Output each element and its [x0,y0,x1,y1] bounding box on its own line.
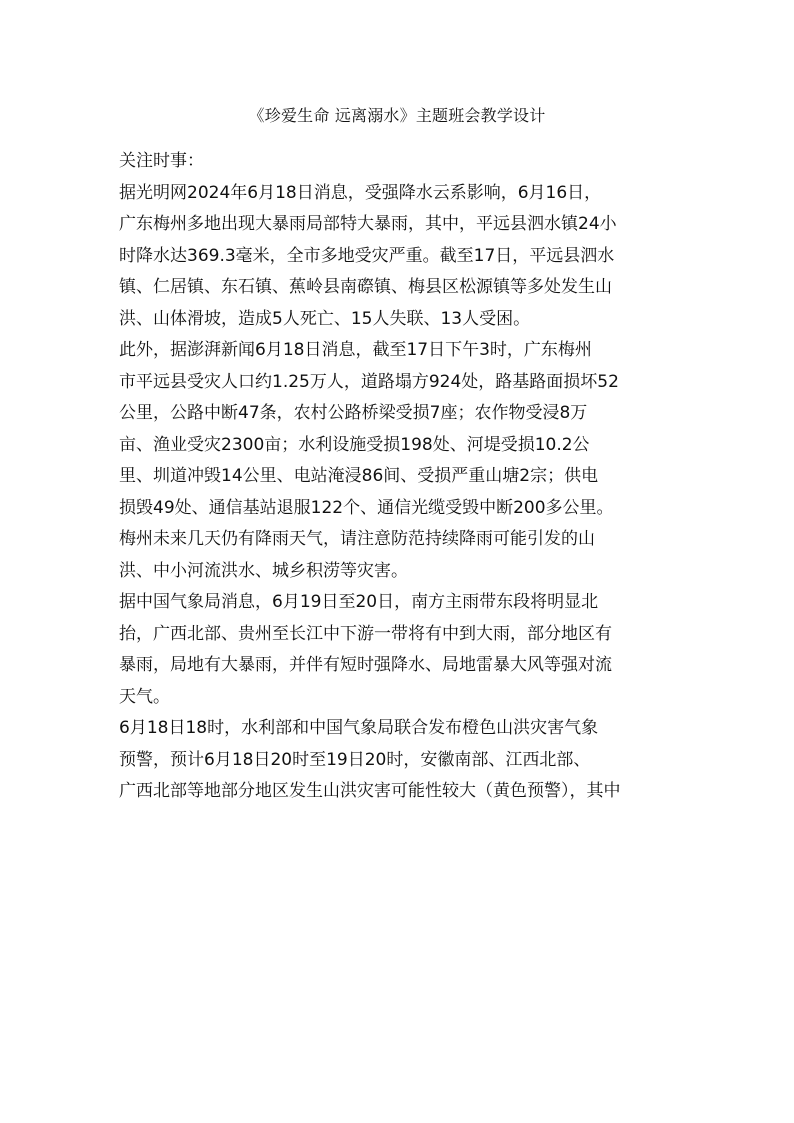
paragraph-line: 梅州未来几天仍有降雨天气，请注意防范持续降雨可能引发的山 [119,529,595,549]
paragraph-line: 损毁49处、通信基站退服122个、通信光缆受毁中断200多公里。 [119,497,614,518]
paragraph-line: 预警，预计6月18日20时至19日20时，安徽南部、江西北部、 [119,749,591,770]
paragraph-line: 暴雨，局地有大暴雨，并伴有短时强降水、局地雷暴大风等强对流 [119,655,612,675]
paragraph-line: 洪、山体滑坡，造成5人死亡、15人失联、13人受困。 [119,308,531,329]
paragraph-line: 广西北部等地部分地区发生山洪灾害可能性较大（黄色预警），其中 [119,781,621,801]
paragraph-line: 市平远县受灾人口约1.25万人，道路塌方924处，路基路面损坏52 [119,371,619,392]
paragraph-line: 时降水达369.3毫米，全市多地受灾严重。截至17日，平远县泗水 [119,245,615,266]
paragraph-line: 抬，广西北部、贵州至长江中下游一带将有中到大雨，部分地区有 [119,623,612,644]
section-heading: 关注时事： [119,151,204,171]
document-title: 《珍爱生命 远离溺水》主题班会教学设计 [248,106,546,125]
paragraph-line: 亩、渔业受灾2300亩；水利设施受损198处、河堤受损10.2公 [119,434,590,455]
paragraph-line: 据光明网2024年6月18日消息，受强降水云系影响，6月16日， [119,182,602,203]
paragraph-line: 洪、中小河流洪水、城乡积涝等灾害。 [119,560,408,581]
paragraph-line: 据中国气象局消息，6月19日至20日，南方主雨带东段将明显北 [119,592,599,612]
paragraph-line: 广东梅州多地出现大暴雨局部特大暴雨，其中，平远县泗水镇24小 [119,214,617,234]
paragraph-line: 里、圳道冲毁14公里、电站淹浸86间、受损严重山塘2宗；供电 [119,466,599,486]
paragraph-line: 天气。 [119,686,170,707]
document-body [119,146,679,808]
paragraph-line: 公里，公路中断47条，农村公路桥梁受损7座；农作物受浸8万 [119,403,588,423]
paragraph-line: 6月18日18时，水利部和中国气象局联合发布橙色山洪灾害气象 [119,718,599,738]
paragraph-line: 镇、仁居镇、东石镇、蕉岭县南磜镇、梅县区松源镇等多处发生山 [119,277,612,297]
paragraph-line: 此外，据澎湃新闻6月18日消息，截至17日下午3时，广东梅州 [119,340,592,360]
